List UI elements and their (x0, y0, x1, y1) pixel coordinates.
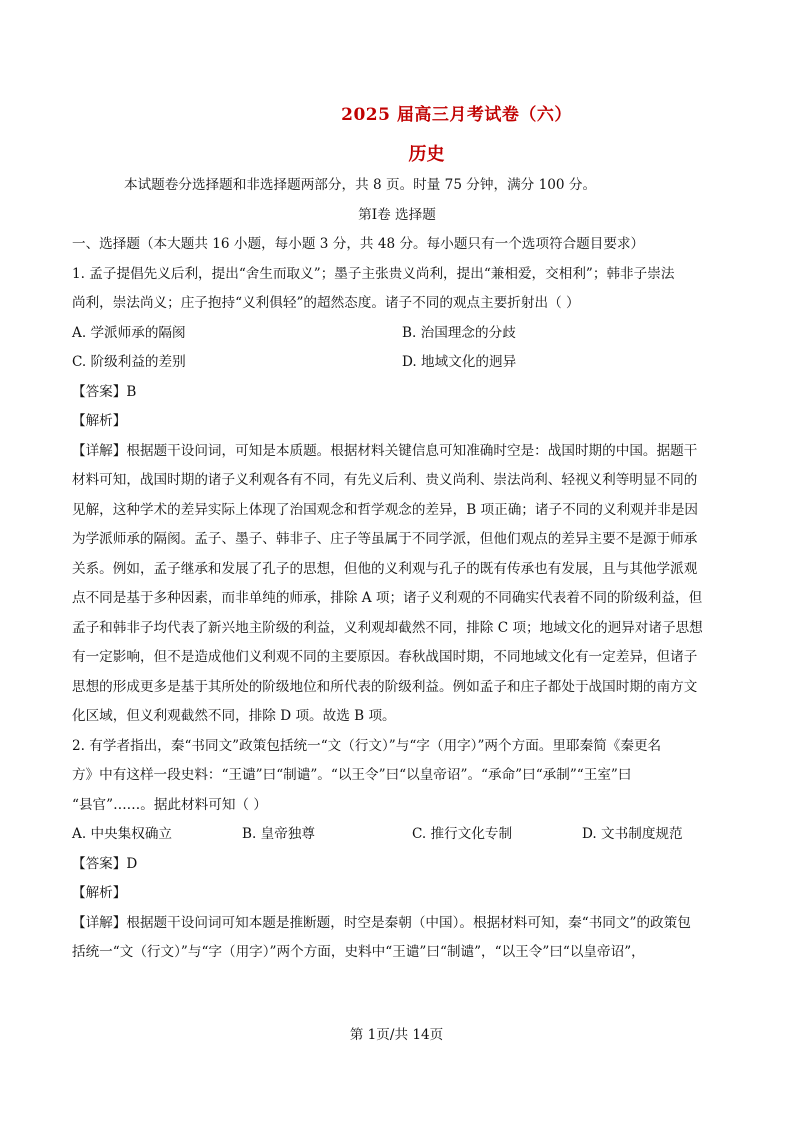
question-1-stem-line: 1. 孟子提倡先义后利，提出“舍生而取义”；墨子主张贵义尚利，提出“兼相爱，交相利”；韩非子崇法 (72, 265, 675, 282)
question-2-answer: 【答案】D (72, 855, 138, 872)
question-2-option-a: A. 中央集权确立 (72, 826, 173, 842)
question-1-options-row (72, 348, 722, 378)
question-1-detail-line: 有一定影响，但不是造成他们义利观不同的主要原因。春秋战国时期，不同地域文化有一定差异，但诸子 (72, 649, 698, 665)
question-1-detail-line: 【详解】根据题干设问词，可知是本质题。根据材料关键信息可知准确时空是：战国时期的中国。据题干 (72, 442, 698, 459)
question-1-stem-line: 尚利，崇法尚义；庄子抱持“义利俱轻”的超然态度。诸子不同的观点主要折射出（ ） (72, 295, 580, 311)
question-2-option-b: B. 皇帝独尊 (242, 826, 316, 842)
question-2-stem-line: “县官”……。据此材料可知（ ） (72, 796, 267, 813)
question-1-option-c: C. 阶级利益的差别 (72, 354, 186, 370)
question-1-answer: 【答案】B (72, 383, 137, 400)
question-1-detail-line: 为学派师承的隔阂。孟子、墨子、韩非子、庄子等虽属于不同学派，但他们观点的差异主要不是源于师承 (72, 531, 698, 547)
page-footer: 第 1页/共 14页 (349, 1027, 444, 1043)
section-title: 第Ⅰ卷 选择题 (358, 206, 436, 223)
question-2-detail-line: 括统一“文（行文）”与“字（用字）”两个方面，史料中“王谴”曰“制谴”，“以王令”曰“以皇帝诏”， (72, 944, 645, 960)
question-2-option-c: C. 推行文化专制 (412, 826, 513, 842)
question-1-analysis-label: 【解析】 (72, 413, 127, 429)
question-1-option-b: B. 治国理念的分歧 (402, 324, 516, 341)
question-1-detail-line: 材料可知，战国时期的诸子义利观各有不同，有先义后利、贵义尚利、崇法尚利、轻视义利等明显不同的 (72, 472, 698, 488)
question-1-detail-line: 点不同是基于多种因素，而非单纯的师承，排除 A 项；诸子义利观的不同确实代表着不同的阶级利益，但 (72, 590, 703, 606)
question-1-detail-line: 孟子和韩非子均代表了新兴地主阶级的利益，义利观却截然不同，排除 C 项；地域文化的迥异对诸子思想 (72, 619, 703, 636)
question-1-detail-line: 关系。例如，孟子继承和发展了孔子的思想，但他的义利观与孔子的既有传承也有发展，且与其他学派观 (72, 560, 698, 577)
question-2-analysis-label: 【解析】 (72, 885, 127, 901)
question-2-detail-line: 【详解】根据题干设问词可知本题是推断题，时空是秦朝（中国）。根据材料可知，秦“书同文”的政策包 (72, 914, 691, 931)
question-1-options-row (72, 319, 722, 349)
question-1-detail-line: 思想的形成更多是基于其所处的阶级地位和所代表的阶级利益。例如孟子和庄子都处于战国时期的南方文 (72, 678, 698, 695)
question-2-options-row (72, 820, 722, 850)
question-1-detail-line: 化区域，但义利观截然不同，排除 D 项。故选 B 项。 (72, 708, 396, 724)
section-instructions: 一、选择题（本大题共 16 小题，每小题 3 分，共 48 分。每小题只有一个选项符合题目要求） (72, 236, 645, 252)
question-1-option-a: A. 学派师承的隔阂 (72, 324, 186, 341)
question-2-stem-line: 2. 有学者指出，秦“书同文”政策包括统一“文（行文）”与“字（用字）”两个方面。里耶秦简《秦更名 (72, 737, 662, 754)
question-2-option-d: D. 文书制度规范 (582, 826, 683, 842)
exam-title: 2025 届高三月考试卷（六） (341, 105, 572, 125)
intro-text: 本试题卷分选择题和非选择题两部分，共 8 页。时量 75 分钟，满分 100 分。 (124, 177, 597, 193)
subject-title: 历史 (408, 144, 445, 165)
question-2-stem-line: 方》中有这样一段史料：“王谴”曰“制谴”。“以王令”曰“以皇帝诏”。“承命”曰“承制”“王室”曰 (72, 767, 632, 783)
question-1-detail-line: 见解，这种学术的差异实际上体现了治国观念和哲学观念的差异，B 项正确；诸子不同的义利观并非是因 (72, 501, 699, 518)
exam-body (72, 171, 722, 968)
question-1-option-d: D. 地域文化的迥异 (402, 354, 517, 370)
